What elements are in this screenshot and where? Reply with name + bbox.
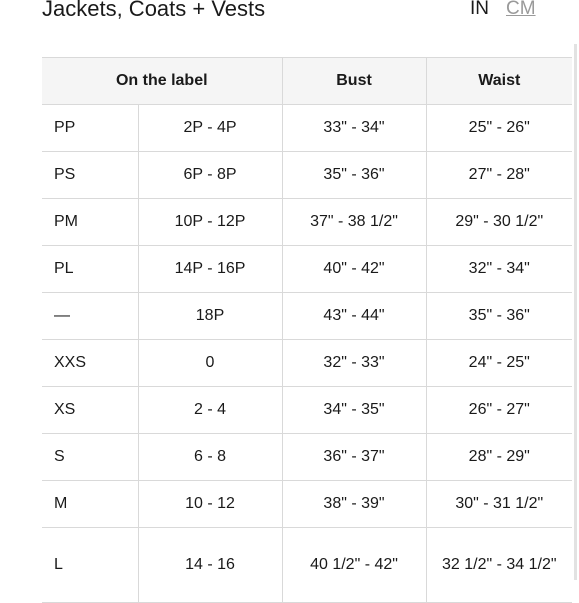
table-row [42, 387, 572, 434]
bust-value: 36" - 37" [282, 434, 426, 481]
page-scrollbar[interactable] [574, 44, 577, 580]
size-chart-container[interactable] [42, 57, 557, 580]
waist-value: 32" - 34" [426, 246, 572, 293]
table-row [42, 434, 572, 481]
page-title: Jackets, Coats + Vests [42, 0, 266, 21]
size-number: 18P [138, 293, 282, 340]
bust-value: 43" - 44" [282, 293, 426, 340]
size-letter: M [42, 481, 138, 528]
bust-value: 34" - 35" [282, 387, 426, 434]
header-waist: Waist [426, 58, 572, 105]
size-number: 0 [138, 340, 282, 387]
size-letter: PL [42, 246, 138, 293]
table-row [42, 340, 572, 387]
bust-value: 35" - 36" [282, 152, 426, 199]
bust-value: 32" - 33" [282, 340, 426, 387]
unit-in-option[interactable]: IN [470, 0, 489, 19]
header-bust: Bust [282, 58, 426, 105]
waist-value: 35" - 36" [426, 293, 572, 340]
table-row [42, 481, 572, 528]
size-letter: PP [42, 105, 138, 152]
table-row [42, 246, 572, 293]
bust-value: 33" - 34" [282, 105, 426, 152]
table-row [42, 152, 572, 199]
unit-toggle [470, 0, 536, 23]
size-chart-table [42, 57, 572, 603]
size-number: 14 - 16 [138, 528, 282, 603]
bust-value: 40 1/2" - 42" [282, 528, 426, 603]
size-number: 10 - 12 [138, 481, 282, 528]
waist-value: 28" - 29" [426, 434, 572, 481]
bust-value: 40" - 42" [282, 246, 426, 293]
bust-value: 38" - 39" [282, 481, 426, 528]
size-letter: — [42, 293, 138, 340]
size-number: 2P - 4P [138, 105, 282, 152]
waist-value: 25" - 26" [426, 105, 572, 152]
size-number: 2 - 4 [138, 387, 282, 434]
size-number: 10P - 12P [138, 199, 282, 246]
size-letter: S [42, 434, 138, 481]
size-number: 14P - 16P [138, 246, 282, 293]
waist-value: 32 1/2" - 34 1/2" [426, 528, 572, 603]
unit-cm-option[interactable]: CM [506, 0, 536, 19]
waist-value: 30" - 31 1/2" [426, 481, 572, 528]
size-letter: PM [42, 199, 138, 246]
table-row [42, 105, 572, 152]
size-letter: L [42, 528, 138, 603]
table-row [42, 528, 572, 603]
waist-value: 27" - 28" [426, 152, 572, 199]
size-letter: XXS [42, 340, 138, 387]
size-letter: PS [42, 152, 138, 199]
waist-value: 26" - 27" [426, 387, 572, 434]
waist-value: 24" - 25" [426, 340, 572, 387]
size-number: 6P - 8P [138, 152, 282, 199]
header-on-the-label: On the label [42, 58, 282, 105]
size-letter: XS [42, 387, 138, 434]
table-header-row [42, 58, 572, 105]
table-row [42, 293, 572, 340]
bust-value: 37" - 38 1/2" [282, 199, 426, 246]
waist-value: 29" - 30 1/2" [426, 199, 572, 246]
size-number: 6 - 8 [138, 434, 282, 481]
table-row [42, 199, 572, 246]
